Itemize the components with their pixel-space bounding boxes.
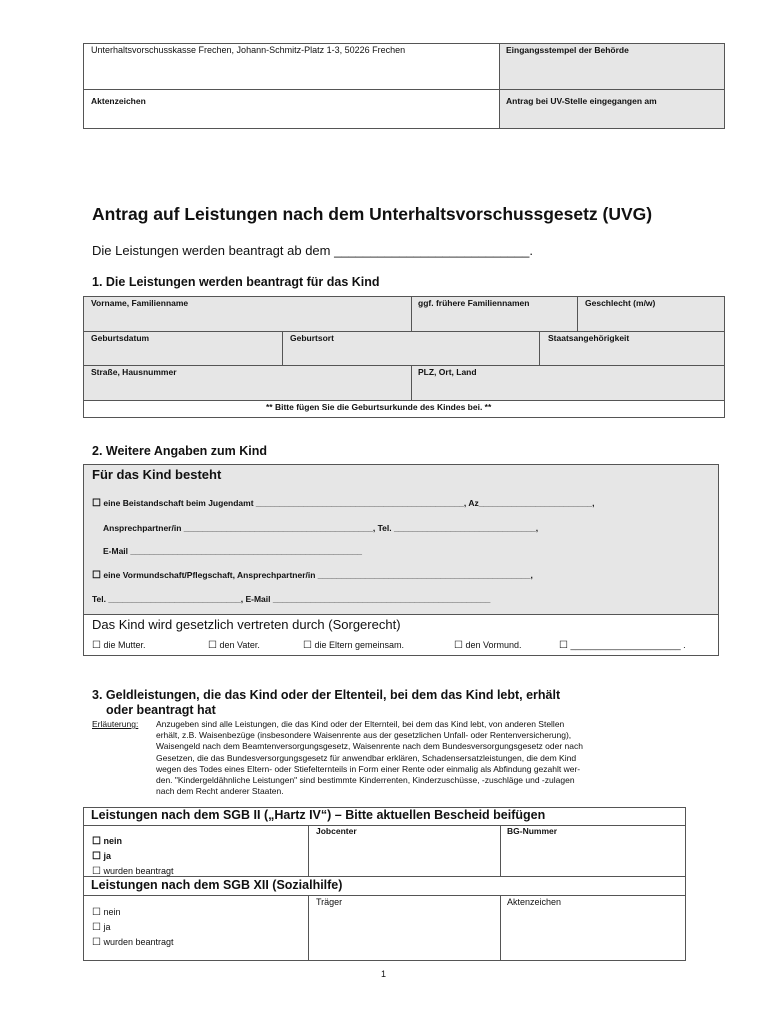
option-label: nein <box>103 907 121 917</box>
custody-option-label: den Vormund. <box>465 640 522 650</box>
beistand-line[interactable] <box>92 498 595 509</box>
vormund-text: eine Vormundschaft/Pflegschaft, Ansprechpartner/in _____________________________________________, <box>103 570 533 580</box>
sgb12-options <box>92 905 174 950</box>
street-label: Straße, Hausnummer <box>91 367 177 377</box>
checkbox-icon[interactable]: ☐ <box>92 640 101 651</box>
checkbox-icon[interactable]: ☐ <box>92 498 101 509</box>
tel-email-line[interactable]: Tel. ____________________________, E-Mail ______________________________________________ <box>92 594 491 604</box>
birth-certificate-note: ** Bitte fügen Sie die Geburtsurkunde des Kindes bei. ** <box>266 402 492 412</box>
received-label: Antrag bei UV-Stelle eingegangen am <box>506 96 657 106</box>
gender-label: Geschlecht (m/w) <box>585 298 656 308</box>
explanation-line: wegen des Todes eines Eltern- oder Stiefelternteils in Form einer Rente oder einmalig als Abfindung gezahlt wer- <box>156 763 581 774</box>
contact-line[interactable]: Ansprechpartner/in ________________________________________, Tel. ______________________________, <box>103 523 539 533</box>
sgb2-options <box>92 834 174 879</box>
section3-heading-line2: oder beantragt hat <box>106 703 216 717</box>
sgb12-option-no[interactable] <box>92 905 174 920</box>
custody-option-father[interactable] <box>208 640 260 651</box>
sgb12-file-number-label: Aktenzeichen <box>507 897 562 907</box>
explanation-line: den. "Kindergeldähnliche Leistungen" sind bestimmte Kinderrenten, Kinderzuschüsse, -zuschläge und -zulagen <box>156 775 575 786</box>
custody-option-label: ______________________ . <box>570 640 686 650</box>
checkbox-icon[interactable]: ☐ <box>303 640 312 651</box>
checkbox-icon[interactable]: ☐ <box>559 640 568 651</box>
option-label: wurden beantragt <box>103 937 174 947</box>
page-number: 1 <box>381 969 387 979</box>
sgb2-option-yes[interactable] <box>92 849 174 864</box>
checkbox-icon[interactable]: ☐ <box>92 851 101 862</box>
vormund-line[interactable] <box>92 570 533 581</box>
bg-number-label: BG-Nummer <box>507 826 558 836</box>
former-names-label: ggf. frühere Familiennamen <box>418 298 530 308</box>
checkbox-icon[interactable]: ☐ <box>92 907 101 918</box>
city-label: PLZ, Ort, Land <box>418 367 477 377</box>
guardianship-box <box>83 464 719 615</box>
start-date-line[interactable]: Die Leistungen werden beantragt ab dem ___________________________. <box>92 243 533 258</box>
explanation-line: nach dem Recht anderer Staaten. <box>156 786 284 797</box>
custody-option-mother[interactable] <box>92 640 146 651</box>
nationality-label: Staatsangehörigkeit <box>548 333 630 343</box>
section1-heading: 1. Die Leistungen werden beantragt für das Kind <box>92 275 380 289</box>
custody-option-label: den Vater. <box>219 640 260 650</box>
explanation-line: Gesetzen, die das Bundesversorgungsgesetz für anwendbar erklären, Schadensersatzleistungen, die dem Kind <box>156 752 577 763</box>
file-number-cell[interactable] <box>83 89 500 129</box>
checkbox-icon[interactable]: ☐ <box>454 640 463 651</box>
explanation-label: Erläuterung: <box>92 719 139 729</box>
custody-option-guardian[interactable] <box>454 640 522 651</box>
file-number-label: Aktenzeichen <box>91 96 146 106</box>
option-label: ja <box>103 922 111 932</box>
custody-title: Das Kind wird gesetzlich vertreten durch (Sorgerecht) <box>92 617 401 632</box>
email-line[interactable]: E-Mail _________________________________________________ <box>103 546 363 556</box>
option-label: ja <box>103 851 111 861</box>
stamp-label: Eingangsstempel der Behörde <box>506 45 629 55</box>
option-label: wurden beantragt <box>103 866 174 876</box>
birthdate-label: Geburtsdatum <box>91 333 150 343</box>
sgb2-option-no[interactable] <box>92 834 174 849</box>
section2-heading: 2. Weitere Angaben zum Kind <box>92 444 268 458</box>
child-name-label: Vorname, Familienname <box>91 298 189 308</box>
authority-address: Unterhaltsvorschusskasse Frechen, Johann-Schmitz-Platz 1-3, 50226 Frechen <box>91 45 406 55</box>
custody-option-parents[interactable] <box>303 640 404 651</box>
checkbox-icon[interactable]: ☐ <box>92 570 101 581</box>
sgb12-option-yes[interactable] <box>92 920 174 935</box>
checkbox-icon[interactable]: ☐ <box>92 836 101 847</box>
guardianship-box-title: Für das Kind besteht <box>92 467 222 482</box>
custody-option-label: die Eltern gemeinsam. <box>314 640 405 650</box>
sgb12-option-applied[interactable] <box>92 935 174 950</box>
sgb12-title: Leistungen nach dem SGB XII (Sozialhilfe) <box>91 878 343 892</box>
explanation-text <box>156 719 583 797</box>
explanation-line: Anzugeben sind alle Leistungen, die das Kind oder der Elternteil, bei dem das Kind lebt, von anderen Stellen <box>156 719 565 729</box>
explanation-line: erhält, z.B. Waisenbezüge (insbesondere Waisenrente aus der gesetzlichen Unfall- oder Rentenversicherung), <box>156 730 572 741</box>
explanation-line: Waisengeld nach dem Beamtenversorgungsgesetz, Waisenrente nach dem Bundesversorgungsgesetz oder nach <box>156 741 583 752</box>
checkbox-icon[interactable]: ☐ <box>208 640 217 651</box>
custody-option-other[interactable] <box>559 640 686 651</box>
sgb2-title: Leistungen nach dem SGB II („Hartz IV“) – Bitte aktuellen Bescheid beifügen <box>91 808 546 822</box>
section3-heading-line1: 3. Geldleistungen, die das Kind oder der Eltenteil, bei dem das Kind lebt, erhält <box>92 688 561 702</box>
birthplace-label: Geburtsort <box>290 333 334 343</box>
beistand-text: eine Beistandschaft beim Jugendamt ____________________________________________, Az________________________, <box>103 498 595 508</box>
checkbox-icon[interactable]: ☐ <box>92 937 101 948</box>
received-cell[interactable] <box>499 89 725 129</box>
option-label: nein <box>103 836 122 846</box>
checkbox-icon[interactable]: ☐ <box>92 866 101 877</box>
jobcenter-label: Jobcenter <box>316 826 357 836</box>
custody-option-label: die Mutter. <box>103 640 146 650</box>
carrier-label: Träger <box>316 897 343 907</box>
page-title: Antrag auf Leistungen nach dem Unterhaltsvorschussgesetz (UVG) <box>92 204 653 224</box>
checkbox-icon[interactable]: ☐ <box>92 922 101 933</box>
